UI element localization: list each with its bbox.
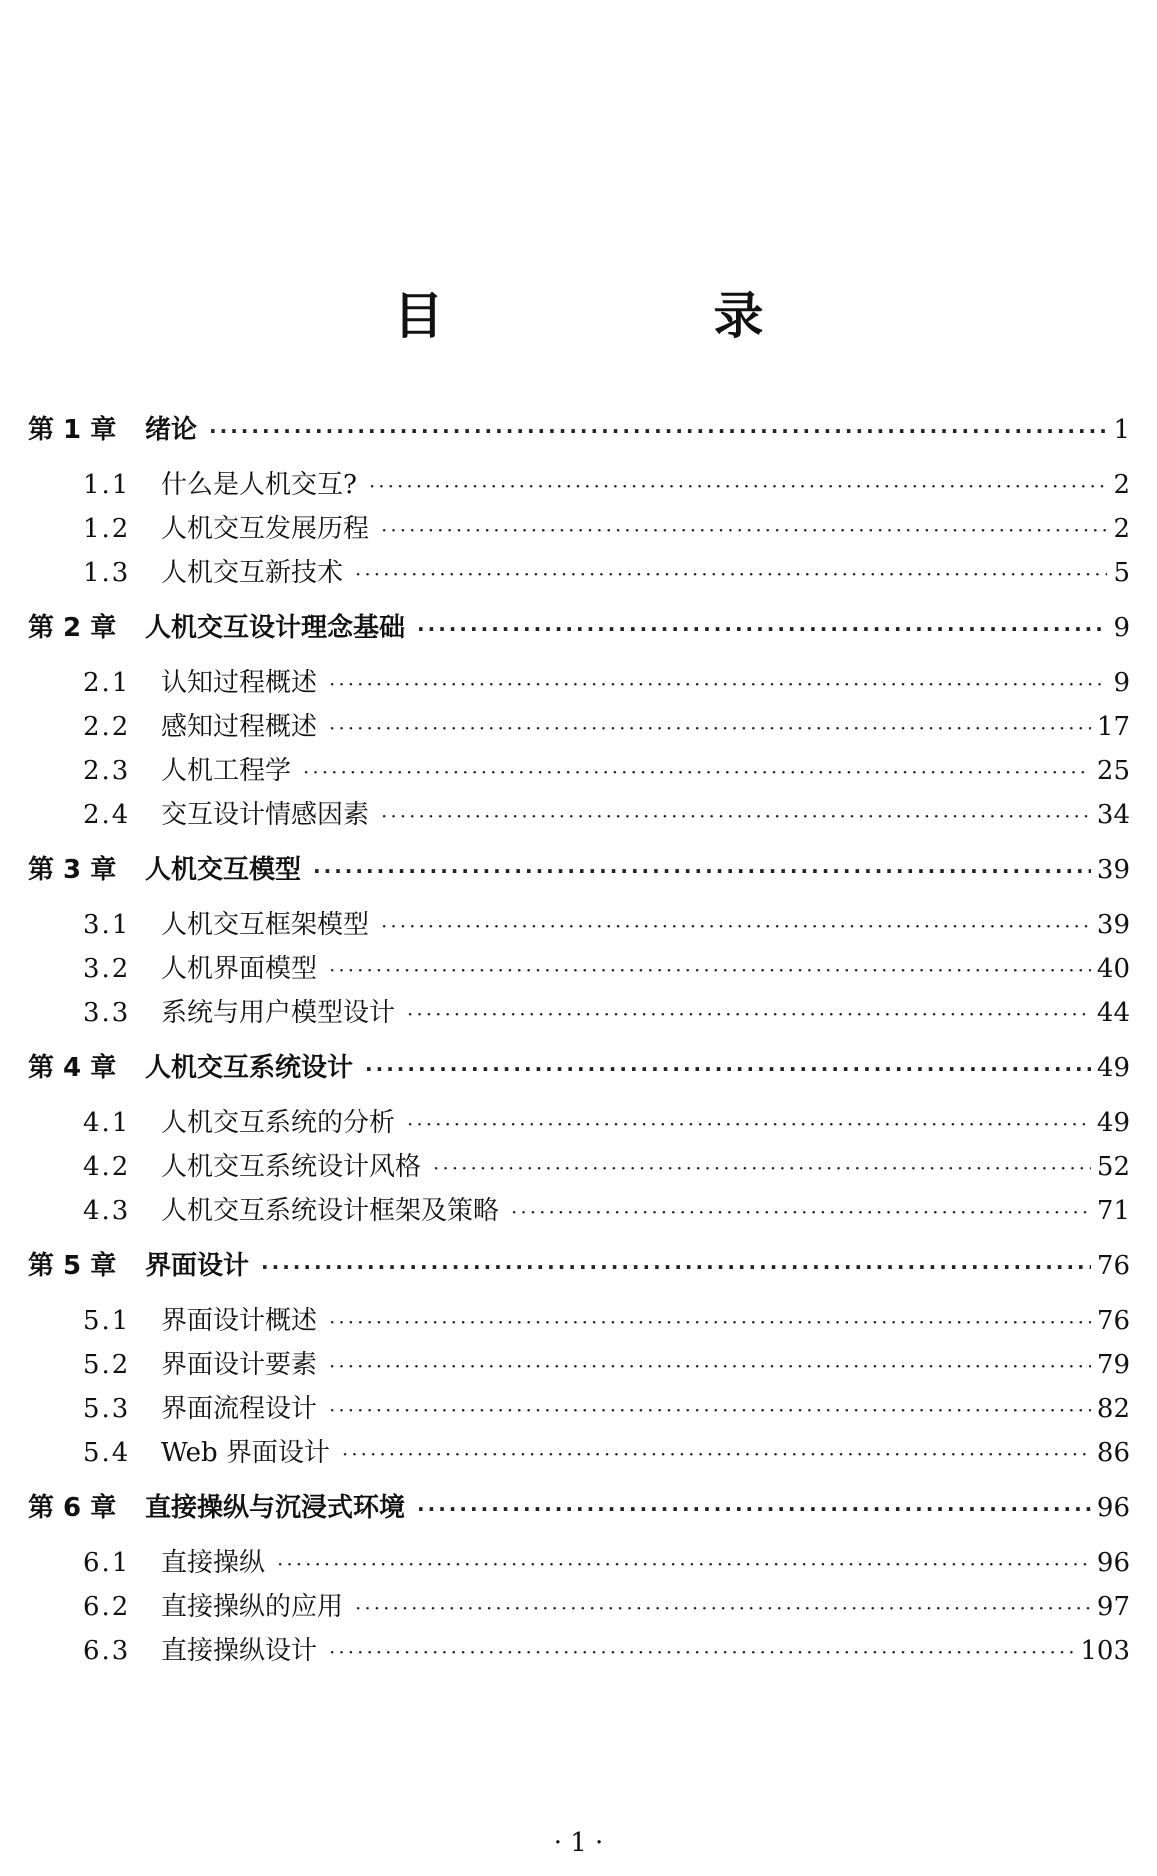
toc-section[interactable] [28,1541,1130,1585]
toc-section[interactable] [28,1431,1130,1475]
chapter-title: 人机交互系统设计 [145,1053,354,1083]
section-title: 界面流程设计 [161,1394,318,1424]
dot-leader [381,794,1091,838]
dot-leader [342,1432,1091,1476]
section-page-number: 96 [1096,1548,1130,1578]
section-number: 2.2 [83,712,131,742]
toc-chapter[interactable] [28,405,1130,455]
section-page-number: 9 [1113,668,1130,698]
section-number: 2.4 [83,800,131,830]
dot-leader [329,706,1091,750]
section-title: Web 界面设计 [161,1438,330,1468]
chapter-title: 人机交互设计理念基础 [145,613,406,643]
chapter-page-number: 49 [1096,1053,1130,1083]
section-page-number: 79 [1096,1350,1130,1380]
toc-section[interactable] [28,1585,1130,1629]
table-of-contents [28,405,1130,1673]
toc-chapter[interactable] [28,845,1130,895]
section-title: 界面设计要素 [161,1350,318,1380]
dot-leader [329,1344,1091,1388]
section-number: 6.3 [83,1636,131,1666]
section-title: 人机交互新技术 [161,558,344,588]
section-title: 人机交互系统设计风格 [161,1152,422,1182]
section-page-number: 17 [1096,712,1130,742]
toc-section[interactable] [28,1387,1130,1431]
dot-leader [511,1190,1091,1234]
dot-leader [329,948,1091,992]
toc-chapter[interactable] [28,1043,1130,1093]
section-title: 人机交互系统的分析 [161,1108,396,1138]
section-title: 人机交互发展历程 [161,514,370,544]
section-number: 5.3 [83,1394,131,1424]
section-page-number: 76 [1096,1306,1130,1336]
section-number: 5.4 [83,1438,131,1468]
toc-section[interactable] [28,661,1130,705]
toc-section[interactable] [28,947,1130,991]
dot-leader [407,1102,1091,1146]
dot-leader [277,1542,1091,1586]
chapter-title: 绪论 [145,415,198,445]
toc-section[interactable] [28,1189,1130,1233]
dot-leader [417,1484,1091,1534]
section-page-number: 2 [1113,514,1130,544]
section-page-number: 44 [1096,998,1130,1028]
dot-leader [355,552,1107,596]
dot-leader [365,1044,1091,1094]
section-title: 人机交互系统设计框架及策略 [161,1196,500,1226]
toc-section[interactable] [28,463,1130,507]
chapter-title: 人机交互模型 [145,855,302,885]
chapter-number: 第 3 章 [28,855,117,885]
toc-section[interactable] [28,903,1130,947]
toc-section[interactable] [28,1101,1130,1145]
section-page-number: 82 [1096,1394,1130,1424]
toc-section[interactable] [28,705,1130,749]
toc-section[interactable] [28,1299,1130,1343]
section-title: 系统与用户模型设计 [161,998,396,1028]
section-number: 2.3 [83,756,131,786]
toc-section[interactable] [28,793,1130,837]
section-title: 界面设计概述 [161,1306,318,1336]
dot-leader [329,662,1107,706]
section-title: 直接操纵设计 [161,1636,318,1666]
section-page-number: 97 [1096,1592,1130,1622]
toc-section[interactable] [28,749,1130,793]
section-title: 人机工程学 [161,756,292,786]
section-page-number: 5 [1113,558,1130,588]
section-number: 5.1 [83,1306,131,1336]
chapter-page-number: 76 [1096,1251,1130,1281]
toc-chapter[interactable] [28,1241,1130,1291]
section-title: 直接操纵 [161,1548,266,1578]
section-number: 3.3 [83,998,131,1028]
section-page-number: 52 [1096,1152,1130,1182]
page-number-footer: · 1 · [553,1828,604,1858]
chapter-number: 第 4 章 [28,1053,117,1083]
section-page-number: 71 [1096,1196,1130,1226]
section-title: 人机界面模型 [161,954,318,984]
chapter-title: 直接操纵与沉浸式环境 [145,1493,406,1523]
section-page-number: 40 [1096,954,1130,984]
dot-leader [209,406,1107,456]
section-title: 感知过程概述 [161,712,318,742]
section-page-number: 49 [1096,1108,1130,1138]
toc-section[interactable] [28,1343,1130,1387]
section-page-number: 39 [1096,910,1130,940]
section-page-number: 86 [1096,1438,1130,1468]
chapter-number: 第 1 章 [28,415,117,445]
dot-leader [329,1300,1091,1344]
section-title: 什么是人机交互? [161,470,357,500]
dot-leader [313,846,1091,896]
dot-leader [329,1630,1074,1674]
section-page-number: 34 [1096,800,1130,830]
section-number: 1.1 [83,470,131,500]
dot-leader [407,992,1091,1036]
section-number: 4.2 [83,1152,131,1182]
section-number: 6.2 [83,1592,131,1622]
section-title: 人机交互框架模型 [161,910,370,940]
dot-leader [381,904,1091,948]
section-page-number: 25 [1096,756,1130,786]
dot-leader [369,464,1108,508]
chapter-page-number: 39 [1096,855,1130,885]
toc-section[interactable] [28,551,1130,595]
chapter-title: 界面设计 [145,1251,250,1281]
toc-chapter[interactable] [28,603,1130,653]
section-number: 1.3 [83,558,131,588]
section-title: 认知过程概述 [161,668,318,698]
section-number: 6.1 [83,1548,131,1578]
section-number: 4.3 [83,1196,131,1226]
toc-chapter[interactable] [28,1483,1130,1533]
dot-leader [355,1586,1091,1630]
section-number: 2.1 [83,668,131,698]
toc-section[interactable] [28,1145,1130,1189]
toc-section[interactable] [28,991,1130,1035]
chapter-number: 第 5 章 [28,1251,117,1281]
dot-leader [381,508,1107,552]
page-title: 目 录 [393,287,874,345]
section-number: 5.2 [83,1350,131,1380]
dot-leader [303,750,1091,794]
section-number: 1.2 [83,514,131,544]
section-page-number: 2 [1113,470,1130,500]
section-number: 4.1 [83,1108,131,1138]
dot-leader [433,1146,1091,1190]
chapter-number: 第 6 章 [28,1493,117,1523]
dot-leader [261,1242,1091,1292]
toc-section[interactable] [28,507,1130,551]
section-number: 3.1 [83,910,131,940]
chapter-page-number: 96 [1096,1493,1130,1523]
toc-section[interactable] [28,1629,1130,1673]
section-page-number: 103 [1080,1636,1130,1666]
chapter-number: 第 2 章 [28,613,117,643]
chapter-page-number: 9 [1113,613,1130,643]
section-number: 3.2 [83,954,131,984]
dot-leader [417,604,1107,654]
dot-leader [329,1388,1091,1432]
section-title: 直接操纵的应用 [161,1592,344,1622]
chapter-page-number: 1 [1113,415,1130,445]
section-title: 交互设计情感因素 [161,800,370,830]
